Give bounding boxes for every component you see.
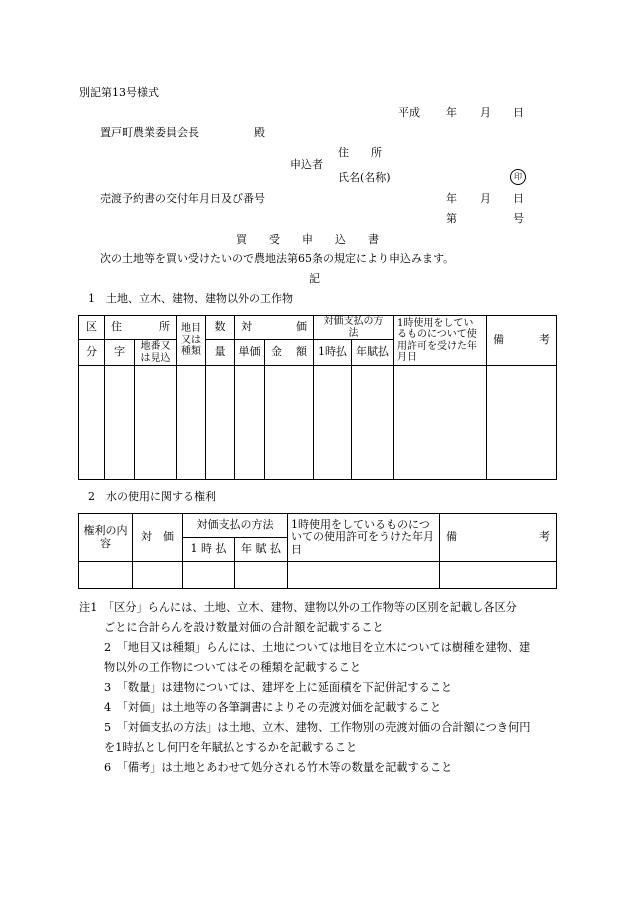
date-year: 年 (446, 106, 457, 119)
header-shiharai: 対価支払の方 法 (314, 316, 394, 340)
header-biko: 備 考 (487, 316, 557, 366)
header-ichiji2: 1 時 払 (183, 538, 235, 562)
contract-month: 月 (480, 192, 491, 205)
ki-mark: 記 (309, 272, 320, 285)
note-line: 6 「備考」は土地とあわせて処分される竹木等の数量を記載すること (104, 761, 453, 774)
header-taika: 対 価 (235, 316, 314, 340)
table-row (79, 562, 557, 589)
header-ichiji: 1時払 (314, 340, 352, 366)
date-day: 日 (513, 106, 524, 119)
cell[interactable] (133, 562, 183, 589)
cell[interactable] (235, 562, 288, 589)
note-line: 2 「地目又は種類」らんには、土地については地目を立木については樹種を建物、建 (104, 641, 531, 654)
cell[interactable] (79, 562, 133, 589)
cell[interactable] (487, 366, 557, 480)
section2-heading: 2 水の使用に関する権利 (88, 490, 216, 503)
note-line: を1時払とし何円を年賦払とするかを記載すること (104, 741, 358, 754)
note-line: ごとに合計らんを設け数量対価の合計額を記載すること (104, 621, 384, 634)
seal-mark: 印 (510, 169, 526, 185)
note-line: 4 「対価」は土地等の各筆調書によりその売渡対価を記載すること (104, 701, 442, 714)
name-label: 氏名(名称) (338, 171, 391, 184)
date-era: 平成 (398, 106, 420, 119)
header-kenri: 権利の内 容 (79, 514, 133, 562)
document-title: 買 受 申 込 書 (236, 233, 379, 246)
contract-no-prefix: 第 (446, 212, 457, 225)
cell[interactable] (440, 562, 557, 589)
cell[interactable] (235, 366, 265, 480)
addressee: 置戸町農業委員会長 (100, 126, 199, 139)
note-line: 物以外の工作物についてはその種類を記載すること (104, 661, 362, 674)
note-line: 3 「数量」は建物については、建坪を上に延面積を下記併記すること (104, 681, 453, 694)
header-shiharai2: 対価支払の方法 (183, 514, 288, 538)
header-nenpu: 年賦払 (352, 340, 394, 366)
honorific: 殿 (254, 126, 265, 139)
header-aza: 字 (105, 340, 135, 366)
date-month: 月 (480, 106, 491, 119)
cell[interactable] (135, 366, 177, 480)
cell[interactable] (183, 562, 235, 589)
water-rights-table (78, 513, 557, 589)
contract-year: 年 (446, 192, 457, 205)
header-nenpu2: 年 賦 払 (235, 538, 288, 562)
form-number: 別記第13号様式 (79, 86, 159, 99)
intro-text: 次の土地等を買い受けたいので農地法第65条の規定により申込みます。 (100, 252, 455, 265)
land-table (78, 315, 557, 480)
cell[interactable] (352, 366, 394, 480)
header-suryo-bottom: 量 (206, 340, 235, 366)
cell[interactable] (314, 366, 352, 480)
contract-no-suffix: 号 (513, 212, 524, 225)
cell[interactable] (79, 366, 105, 480)
header-suryo-top: 数 (206, 316, 235, 340)
header-jusho: 住 所 (105, 316, 177, 340)
header-kubun: 区 (79, 316, 105, 340)
header-taika2: 対 価 (133, 514, 183, 562)
cell[interactable] (265, 366, 314, 480)
header-chimoku: 地目又は種類 (177, 316, 206, 366)
applicant-label: 申込者 (290, 158, 323, 171)
cell[interactable] (394, 366, 487, 480)
cell[interactable] (105, 366, 135, 480)
table-row (79, 366, 557, 480)
contract-label: 売渡予約書の交付年月日及び番号 (100, 192, 265, 205)
header-biko2: 備 考 (440, 514, 557, 562)
header-kyoka2: 1時使用をしているものについての使用許可をうけた年月日 (288, 514, 440, 562)
contract-day: 日 (513, 192, 524, 205)
header-chiban: 地番又は見込 (135, 340, 177, 366)
header-kingaku: 金 額 (265, 340, 314, 366)
cell[interactable] (177, 366, 206, 480)
cell[interactable] (206, 366, 235, 480)
note-line: 注1 「区分」らんには、土地、立木、建物、建物以外の工作物等の区別を記載し各区分 (79, 601, 517, 614)
header-kubun-bottom: 分 (79, 340, 105, 366)
note-line: 5 「対価支払の方法」は土地、立木、建物、工作物別の売渡対価の合計額につき何円 (104, 721, 531, 734)
section1-heading: 1 土地、立木、建物、建物以外の工作物 (88, 292, 293, 305)
address-label: 住 所 (338, 146, 382, 159)
header-kyoka: 1時使用をしているものについて使用許可を受けた年月日 (394, 316, 487, 366)
cell[interactable] (288, 562, 440, 589)
header-tanka: 単価 (235, 340, 265, 366)
